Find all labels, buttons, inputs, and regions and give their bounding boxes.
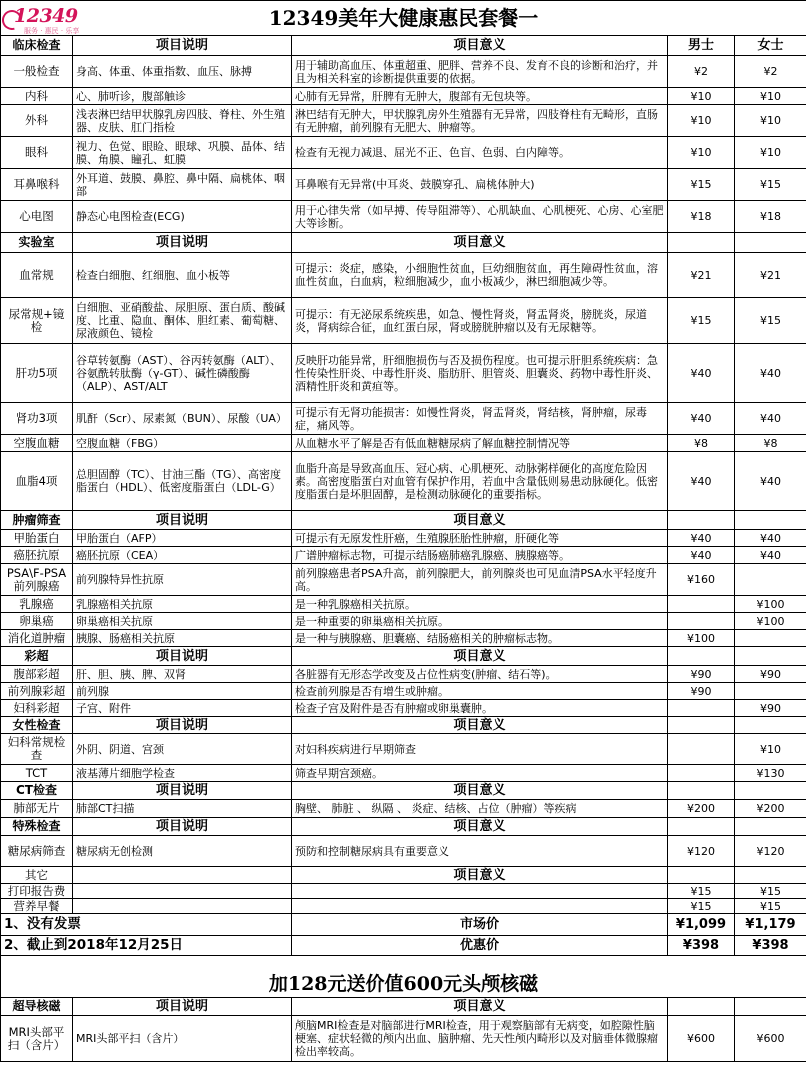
- item-row: [1, 56, 806, 88]
- item-row: [1, 700, 806, 717]
- item-meaning: 是一种重要的卵巢癌相关抗原。: [292, 613, 668, 630]
- female-price: ¥18: [735, 201, 806, 233]
- item-row: [1, 734, 806, 765]
- column-meaning-header: 项目意义: [292, 233, 668, 253]
- item-desc: 糖尿病无创检测: [73, 836, 292, 867]
- section-category: 女性检查: [1, 717, 73, 734]
- item-row: [1, 344, 806, 403]
- item-name: 腹部彩超: [1, 666, 73, 683]
- female-price: ¥10: [735, 137, 806, 169]
- item-row: [1, 800, 806, 818]
- male-price: ¥15: [668, 884, 735, 899]
- male-price: ¥40: [668, 452, 735, 511]
- item-meaning: 检查前列腺是否有增生或肿瘤。: [292, 683, 668, 700]
- title-row: [1, 1, 806, 36]
- item-row: [1, 403, 806, 435]
- female-price: [735, 564, 806, 596]
- blank-cell: [668, 998, 735, 1016]
- female-price: ¥10: [735, 88, 806, 105]
- item-desc: 子宫、附件: [73, 700, 292, 717]
- item-name: 血常规: [1, 253, 73, 298]
- female-price: ¥15: [735, 899, 806, 914]
- blank-cell: [668, 782, 735, 800]
- item-desc: 浅表淋巴结甲状腺乳房四肢、脊柱、外生殖器、皮肤、肛门指检: [73, 105, 292, 137]
- male-price: ¥15: [668, 169, 735, 201]
- item-name: 打印报告费: [1, 884, 73, 899]
- item-name: MRI头部平扫（含片）: [1, 1016, 73, 1062]
- section-category: 临床检查: [1, 36, 73, 56]
- item-name: 心电图: [1, 201, 73, 233]
- item-desc: 癌胚抗原（CEA）: [73, 547, 292, 564]
- male-price: ¥40: [668, 403, 735, 435]
- column-desc-header: 项目说明: [73, 36, 292, 56]
- blank-cell: [73, 867, 292, 884]
- male-price: ¥90: [668, 683, 735, 700]
- item-meaning: 检查子宫及附件是否有肿瘤或卵巢囊肿。: [292, 700, 668, 717]
- male-price: ¥10: [668, 88, 735, 105]
- item-row: [1, 666, 806, 683]
- item-name: 前列腺彩超: [1, 683, 73, 700]
- item-row: [1, 564, 806, 596]
- item-row: [1, 630, 806, 647]
- item-row: [1, 105, 806, 137]
- item-name: 肺部无片: [1, 800, 73, 818]
- blank-cell: [735, 867, 806, 884]
- column-desc-header: 项目说明: [73, 717, 292, 734]
- male-price: ¥600: [668, 1016, 735, 1062]
- column-meaning-header: 项目意义: [292, 647, 668, 666]
- note-no-invoice: 1、没有发票: [1, 914, 292, 936]
- male-price: ¥40: [668, 344, 735, 403]
- female-price: ¥15: [735, 884, 806, 899]
- female-price: ¥10: [735, 734, 806, 765]
- item-row: [1, 169, 806, 201]
- blank-cell: [73, 899, 292, 914]
- logo-tagline: 服务 · 惠民 · 乐享: [24, 27, 80, 35]
- column-meaning-header: 项目意义: [292, 717, 668, 734]
- item-row: [1, 298, 806, 344]
- female-price: ¥40: [735, 530, 806, 547]
- item-desc: 心、肺听诊，腹部触诊: [73, 88, 292, 105]
- male-price: ¥120: [668, 836, 735, 867]
- item-meaning: 用于辅助高血压、体重超重、肥胖、营养不良、发育不良的诊断和治疗，并且为相关科室的诊断提供重要的依据。: [292, 56, 668, 88]
- female-price: ¥8: [735, 435, 806, 452]
- female-price: [735, 683, 806, 700]
- item-meaning: 颅脑MRI检查是对脑部进行MRI检查，用于观察脑部有无病变，如腔隙性脑梗塞、症状轻微的颅内出血、脑肿瘤、先天性颅内畸形以及对脑垂体微腺瘤检出率较高。: [292, 1016, 668, 1062]
- item-meaning: 可提示：炎症，感染，小细胞性贫血，巨幼细胞贫血，再生障碍性贫血，溶血性贫血，白血病，粒细胞减少，血小板减少，淋巴细胞减少等。: [292, 253, 668, 298]
- market-price-female: ¥1,179: [735, 914, 806, 936]
- item-meaning: 是一种乳腺癌相关抗原。: [292, 596, 668, 613]
- item-desc: 卵巢癌相关抗原: [73, 613, 292, 630]
- item-row: [1, 137, 806, 169]
- section-header-row: [1, 782, 806, 800]
- item-name: 内科: [1, 88, 73, 105]
- item-name: 消化道肿瘤: [1, 630, 73, 647]
- item-row: [1, 596, 806, 613]
- item-desc: 白细胞、亚硝酸盐、尿胆原、蛋白质、酸碱度、比重、隐血、酮体、胆红素、葡萄糖、尿液颜色、镜检: [73, 298, 292, 344]
- note-deadline: 2、截止到2018年12月25日: [1, 936, 292, 956]
- discount-price-label: 优惠价: [292, 936, 668, 956]
- male-price: ¥40: [668, 530, 735, 547]
- female-price: ¥40: [735, 547, 806, 564]
- female-price: ¥40: [735, 452, 806, 511]
- male-price: [668, 700, 735, 717]
- logo-text: 12349: [14, 5, 78, 27]
- blank-cell: [668, 867, 735, 884]
- blank-cell: [1, 956, 806, 972]
- item-name: 糖尿病筛查: [1, 836, 73, 867]
- blank-cell: [735, 233, 806, 253]
- discount-price-row: [1, 936, 806, 956]
- item-meaning: 广谱肿瘤标志物，可提示结肠癌肺癌乳腺癌、胰腺癌等。: [292, 547, 668, 564]
- item-meaning: 对妇科疾病进行早期筛查: [292, 734, 668, 765]
- section-category: 肿瘤筛查: [1, 511, 73, 530]
- section-header-row: [1, 867, 806, 884]
- column-meaning-header: 项目意义: [292, 782, 668, 800]
- blank-cell: [735, 717, 806, 734]
- item-desc: 肺部CT扫描: [73, 800, 292, 818]
- female-price: ¥90: [735, 666, 806, 683]
- item-name: 空腹血糖: [1, 435, 73, 452]
- addon-title: 加128元送价值600元头颅核磁: [1, 972, 806, 998]
- item-row: [1, 452, 806, 511]
- item-name: 眼科: [1, 137, 73, 169]
- blank-cell: [292, 899, 668, 914]
- blank-cell: [668, 647, 735, 666]
- item-meaning: 检查有无视力减退、屈光不正、色盲、色弱、白内障等。: [292, 137, 668, 169]
- section-category: 特殊检查: [1, 818, 73, 836]
- item-desc: 前列腺: [73, 683, 292, 700]
- column-meaning-header: 项目意义: [292, 818, 668, 836]
- male-price: ¥8: [668, 435, 735, 452]
- column-meaning-header: 项目意义: [292, 867, 668, 884]
- item-row: [1, 836, 806, 867]
- column-meaning-header: 项目意义: [292, 36, 668, 56]
- item-desc: 外阴、阴道、宫颈: [73, 734, 292, 765]
- male-price: [668, 765, 735, 782]
- column-desc-header: 项目说明: [73, 233, 292, 253]
- item-desc: 视力、色觉、眼睑、眼球、巩膜、晶体、结膜、角膜、瞳孔、虹膜: [73, 137, 292, 169]
- item-name: 肾功3项: [1, 403, 73, 435]
- item-meaning: 血脂升高是导致高血压、冠心病、心肌梗死、动脉粥样硬化的高度危险因素。高密度脂蛋白对血管有保护作用，若血中含量低则易患动脉硬化。低密度脂蛋白是坏胆固醇，是检测动脉硬化的重要指标。: [292, 452, 668, 511]
- item-desc: 肝、胆、胰、脾、双肾: [73, 666, 292, 683]
- item-name: 血脂4项: [1, 452, 73, 511]
- item-meaning: 可提示有无原发性肝癌，生殖腺胚胎性肿瘤，肝硬化等: [292, 530, 668, 547]
- male-price: ¥100: [668, 630, 735, 647]
- item-name: 营养早餐: [1, 899, 73, 914]
- item-name: 癌胚抗原: [1, 547, 73, 564]
- male-price: [668, 596, 735, 613]
- item-name: 尿常规+镜检: [1, 298, 73, 344]
- item-name: 耳鼻喉科: [1, 169, 73, 201]
- market-price-label: 市场价: [292, 914, 668, 936]
- male-price: ¥200: [668, 800, 735, 818]
- column-meaning-header: 项目意义: [292, 511, 668, 530]
- male-price: [668, 613, 735, 630]
- item-desc: 空腹血糖（FBG）: [73, 435, 292, 452]
- discount-price-female: ¥398: [735, 936, 806, 956]
- section-category: 其它: [1, 867, 73, 884]
- section-header-row: [1, 233, 806, 253]
- item-meaning: 可提示：有无泌尿系统疾患，如急、慢性肾炎，肾盂肾炎，膀胱炎，尿道炎，肾病综合征，血红蛋白尿，肾或膀胱肿瘤以及有无尿糖等。: [292, 298, 668, 344]
- section-header-row: [1, 647, 806, 666]
- female-price: ¥100: [735, 613, 806, 630]
- female-price: ¥100: [735, 596, 806, 613]
- male-price: ¥2: [668, 56, 735, 88]
- page-title: 12349美年大健康惠民套餐一: [1, 1, 806, 36]
- item-meaning: 可提示有无肾功能损害：如慢性肾炎，肾盂肾炎，肾结核，肾肿瘤，尿毒症，痛风等。: [292, 403, 668, 435]
- item-desc: 检查白细胞、红细胞、血小板等: [73, 253, 292, 298]
- item-name: 乳腺癌: [1, 596, 73, 613]
- item-row: [1, 435, 806, 452]
- item-name: 肝功5项: [1, 344, 73, 403]
- column-desc-header: 项目说明: [73, 511, 292, 530]
- item-meaning: 是一种与胰腺癌、胆囊癌、结肠癌相关的肿瘤标志物。: [292, 630, 668, 647]
- item-desc: 总胆固醇（TC）、甘油三酯（TG）、高密度脂蛋白（HDL）、低密度脂蛋白（LDL-G）: [73, 452, 292, 511]
- section-category: 彩超: [1, 647, 73, 666]
- blank-cell: [735, 511, 806, 530]
- section-header-row: [1, 818, 806, 836]
- item-meaning: 各脏器有无形态学改变及占位性病变(肿瘤、结石等)。: [292, 666, 668, 683]
- female-price: [735, 630, 806, 647]
- section-category: 超导核磁: [1, 998, 73, 1016]
- female-price: ¥120: [735, 836, 806, 867]
- item-meaning: 心肺有无异常，肝脾有无肿大，腹部有无包块等。: [292, 88, 668, 105]
- item-row: [1, 899, 806, 914]
- item-meaning: 从血糖水平了解是否有低血糖糖尿病了解血糖控制情况等: [292, 435, 668, 452]
- item-desc: 前列腺特异性抗原: [73, 564, 292, 596]
- female-price: ¥21: [735, 253, 806, 298]
- section-header-row: [1, 717, 806, 734]
- item-name: 妇科彩超: [1, 700, 73, 717]
- male-price: ¥90: [668, 666, 735, 683]
- female-price: ¥130: [735, 765, 806, 782]
- male-price: [668, 734, 735, 765]
- blank-cell: [668, 233, 735, 253]
- male-price: ¥21: [668, 253, 735, 298]
- item-desc: 液基薄片细胞学检查: [73, 765, 292, 782]
- column-desc-header: 项目说明: [73, 818, 292, 836]
- female-price: ¥200: [735, 800, 806, 818]
- item-row: [1, 765, 806, 782]
- item-row: [1, 253, 806, 298]
- section-category: CT检查: [1, 782, 73, 800]
- item-row: [1, 1016, 806, 1062]
- item-desc: 乳腺癌相关抗原: [73, 596, 292, 613]
- item-meaning: 用于心律失常（如早搏、传导阻滞等）、心肌缺血、心肌梗死、心房、心室肥大等诊断。: [292, 201, 668, 233]
- market-price-male: ¥1,099: [668, 914, 735, 936]
- item-meaning: 前列腺癌患者PSA升高，前列腺肥大，前列腺炎也可见血清PSA水平轻度升高。: [292, 564, 668, 596]
- item-name: 卵巢癌: [1, 613, 73, 630]
- column-desc-header: 项目说明: [73, 782, 292, 800]
- blank-cell: [735, 782, 806, 800]
- item-desc: 肌酐（Scr）、尿素氮（BUN）、尿酸（UA）: [73, 403, 292, 435]
- item-meaning: 筛查早期宫颈癌。: [292, 765, 668, 782]
- column-male-header: 男士: [668, 36, 735, 56]
- female-price: ¥40: [735, 403, 806, 435]
- item-row: [1, 683, 806, 700]
- male-price: ¥15: [668, 298, 735, 344]
- item-desc: 外耳道、鼓膜、鼻腔、鼻中隔、扁桃体、咽部: [73, 169, 292, 201]
- male-price: ¥10: [668, 137, 735, 169]
- item-row: [1, 613, 806, 630]
- column-female-header: 女士: [735, 36, 806, 56]
- item-name: PSA\F-PSA前列腺癌: [1, 564, 73, 596]
- section-header-row: [1, 511, 806, 530]
- item-meaning: 耳鼻喉有无异常(中耳炎、鼓膜穿孔、扁桃体肿大): [292, 169, 668, 201]
- addon-title-row: [1, 972, 806, 998]
- male-price: ¥40: [668, 547, 735, 564]
- female-price: ¥600: [735, 1016, 806, 1062]
- blank-cell: [292, 884, 668, 899]
- male-price: ¥15: [668, 899, 735, 914]
- blank-cell: [668, 511, 735, 530]
- brand-logo: [2, 4, 84, 34]
- item-desc: MRI头部平扫（含片）: [73, 1016, 292, 1062]
- item-row: [1, 547, 806, 564]
- blank-cell: [668, 818, 735, 836]
- female-price: ¥40: [735, 344, 806, 403]
- item-row: [1, 88, 806, 105]
- female-price: ¥15: [735, 298, 806, 344]
- female-price: ¥2: [735, 56, 806, 88]
- section-header-row: [1, 36, 806, 56]
- section-header-row: [1, 998, 806, 1016]
- blank-cell: [735, 998, 806, 1016]
- item-desc: 身高、体重、体重指数、血压、脉搏: [73, 56, 292, 88]
- female-price: ¥15: [735, 169, 806, 201]
- male-price: ¥10: [668, 105, 735, 137]
- item-name: 一般检查: [1, 56, 73, 88]
- item-row: [1, 201, 806, 233]
- section-category: 实验室: [1, 233, 73, 253]
- female-price: ¥10: [735, 105, 806, 137]
- item-row: [1, 530, 806, 547]
- market-price-row: [1, 914, 806, 936]
- blank-cell: [735, 647, 806, 666]
- item-name: 甲胎蛋白: [1, 530, 73, 547]
- blank-cell: [735, 818, 806, 836]
- item-meaning: 胸壁、 肺脏 、 纵隔 、 炎症、结核、占位（肿瘤）等疾病: [292, 800, 668, 818]
- item-name: TCT: [1, 765, 73, 782]
- discount-price-male: ¥398: [668, 936, 735, 956]
- spacer-row: [1, 956, 806, 972]
- item-meaning: 反映肝功能异常，肝细胞损伤与否及损伤程度。也可提示肝胆系统疾病：急性传染性肝炎、中毒性肝炎、脂肪肝、胆管炎、胆囊炎、药物中毒性肝炎、酒精性肝炎和黄疸等。: [292, 344, 668, 403]
- blank-cell: [668, 717, 735, 734]
- male-price: ¥18: [668, 201, 735, 233]
- item-desc: 胰腺、肠癌相关抗原: [73, 630, 292, 647]
- column-meaning-header: 项目意义: [292, 998, 668, 1016]
- item-desc: 静态心电图检查(ECG): [73, 201, 292, 233]
- item-name: 外科: [1, 105, 73, 137]
- item-name: 妇科常规检查: [1, 734, 73, 765]
- item-desc: 谷草转氨酶（AST）、谷丙转氨酶（ALT）、谷氨酰转肽酶（γ-GT）、碱性磷酸酶（ALP）、AST/ALT: [73, 344, 292, 403]
- blank-cell: [73, 884, 292, 899]
- item-meaning: 预防和控制糖尿病具有重要意义: [292, 836, 668, 867]
- male-price: ¥160: [668, 564, 735, 596]
- female-price: ¥90: [735, 700, 806, 717]
- column-desc-header: 项目说明: [73, 998, 292, 1016]
- column-desc-header: 项目说明: [73, 647, 292, 666]
- item-desc: 甲胎蛋白（AFP）: [73, 530, 292, 547]
- item-meaning: 淋巴结有无肿大，甲状腺乳房外生殖器有无异常，四肢脊柱有无畸形，直肠有无肿瘤，前列腺有无肥大、肿瘤等。: [292, 105, 668, 137]
- item-row: [1, 884, 806, 899]
